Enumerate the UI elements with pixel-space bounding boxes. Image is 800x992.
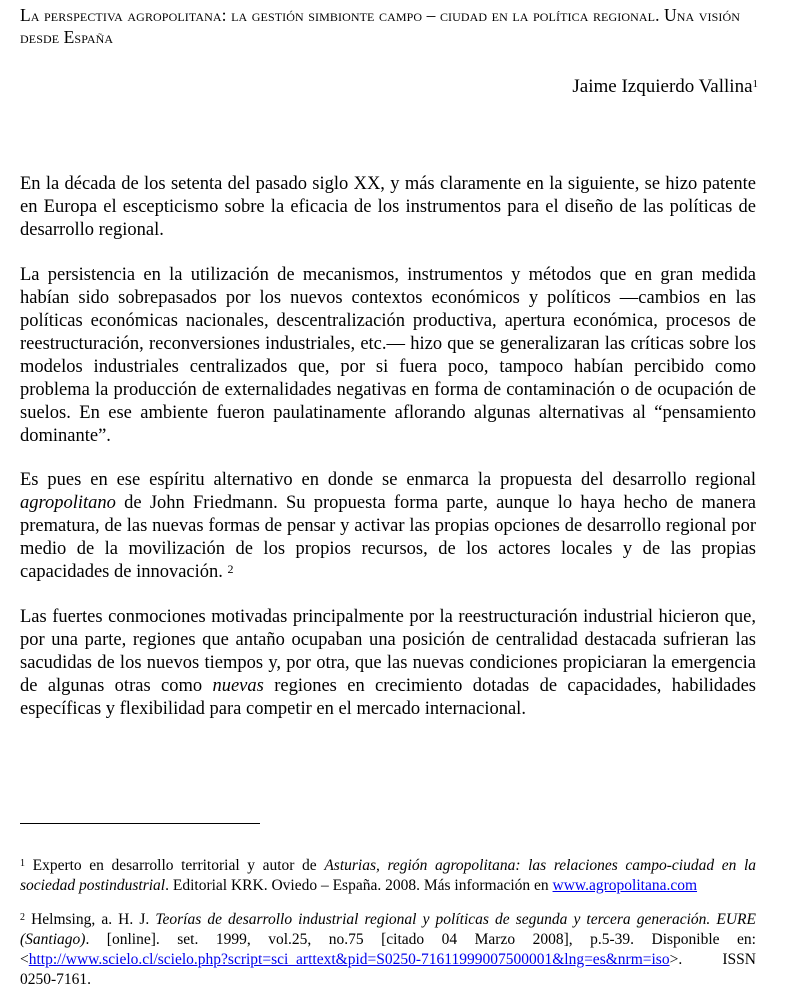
paragraph-3-emphasis: agropolitano: [20, 493, 116, 513]
paragraph-3-text-a: Es pues en ese espíritu alternativo en donde se enmarca la propuesta del desarrollo regional: [20, 470, 756, 490]
footnote-2-text-b: . [online]. set. 1999, vol.25, no.75 [citado 04 Marzo 2008], p.5-39. Disponible en: <: [20, 931, 756, 968]
footnote-1-text-b: . Editorial KRK. Oviedo – España. 2008. Más información en: [165, 877, 553, 894]
footnote-1: [20, 856, 756, 896]
footnote-ref-2[interactable]: 2: [227, 562, 234, 576]
footnote-1-mark: 1: [20, 858, 25, 869]
footnote-1-text-a: Experto en desarrollo territorial y autor de: [25, 857, 325, 874]
author-footnote-ref[interactable]: 1: [752, 78, 758, 90]
paragraph-4-text-b: regiones en crecimiento dotadas de capacidades, habilidades específicas y flexibilidad para competir en el mercado internacional.: [20, 676, 756, 719]
footnote-1-book-title: Asturias, región agropolitana: las relaciones campo-ciudad en la sociedad postindustrial: [20, 857, 756, 894]
author-line: [572, 76, 758, 98]
paragraph-4-emphasis: nuevas: [212, 676, 264, 696]
paragraph-3: [20, 469, 756, 584]
paragraph-4-text-a: Las fuertes conmociones motivadas principalmente por la reestructuración industrial hicieron que, por una parte, regiones que antaño ocupaban una posición de centralidad destacada sufrieran las sacudidas de los nuevos tiempos y, por otra, que las nuevas condiciones propiciaran la emergencia de algunas otras como: [20, 607, 756, 696]
footnote-2: [20, 910, 756, 990]
scielo-link[interactable]: http://www.scielo.cl/scielo.php?script=sci_arttext&pid=S0250-71611999007500001&lng=es&nrm=iso: [28, 951, 670, 968]
agropolitana-link[interactable]: www.agropolitana.com: [552, 877, 698, 894]
footnote-2-text-c: >. ISSN 0250-7161.: [20, 951, 756, 988]
author-name: Jaime Izquierdo Vallina: [572, 76, 753, 97]
footnote-2-mark: 2: [20, 912, 25, 923]
paragraph-3-text-b: de John Friedmann. Su propuesta forma parte, aunque lo haya hecho de manera prematura, de las nuevas formas de pensar y activar las propias opciones de desarrollo regional por medio de la movilización de los propios recursos, de los actores locales y de las propias capacidades de innovación.: [20, 493, 756, 582]
footnote-2-text-a: Helmsing, a. H. J.: [25, 911, 156, 928]
footnote-separator: [20, 823, 260, 824]
paragraph-2: La persistencia en la utilización de mecanismos, instrumentos y métodos que en gran medida habían sido sobrepasados por los nuevos contextos económicos y políticos —cambios en las políticas económicas nacionales, descentralización productiva, apertura económica, procesos de reestructuración, reconversiones industriales, etc.— hizo que se generalizaran las críticas sobre los modelos industriales centralizados que, por si fuera poco, tampoco habían percibido como problema la producción de externalidades negativas en forma de contaminación o de ocupación de suelos. En ese ambiente fueron paulatinamente aflorando algunas alternativas al “pensamiento dominante”.: [20, 265, 756, 446]
footnote-2-work-title: Teorías de desarrollo industrial regional y políticas de segunda y tercera generación. EURE (Santiago): [20, 911, 756, 948]
paragraph-1: En la década de los setenta del pasado siglo XX, y más claramente en la siguiente, se hizo patente en Europa el escepticismo sobre la eficacia de los instrumentos para el diseño de las políticas de desarrollo regional.: [20, 174, 756, 240]
paragraph-4: [20, 606, 756, 721]
document-title: La perspectiva agropolitana: la gestión simbionte campo – ciudad en la política regional. Una visión desde España: [20, 5, 741, 47]
